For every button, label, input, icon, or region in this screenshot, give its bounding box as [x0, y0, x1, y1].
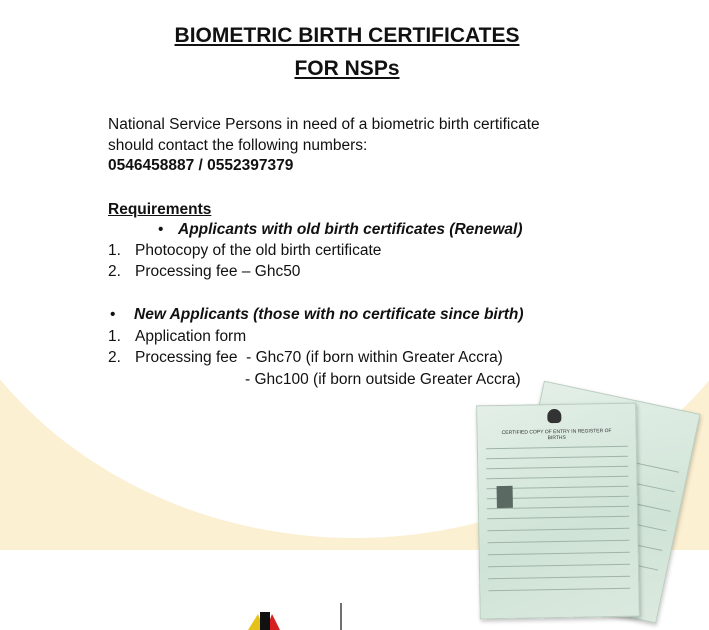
bullet: • [158, 221, 164, 238]
list-item: Processing fee - Ghc70 (if born within Greater Accra) [135, 349, 503, 366]
list-number: 2. [108, 263, 121, 280]
intro-text-line1: National Service Persons in need of a biometric birth certificate [108, 116, 540, 133]
photo-thumbnail [497, 486, 513, 508]
certificate-heading: CERTIFIED COPY OF ENTRY IN REGISTER OF BIRTHS [501, 428, 612, 442]
page-title-line2: FOR NSPs [294, 57, 400, 80]
phone-numbers: 0546458887 / 0552397379 [108, 157, 294, 174]
birth-certificate-front-image [476, 403, 640, 620]
bullet: • [110, 306, 116, 323]
coat-of-arms-icon [547, 409, 561, 423]
list-item-extra-fee: - Ghc100 (if born outside Greater Accra) [245, 371, 521, 388]
renewal-heading: Applicants with old birth certificates (Renewal) [178, 221, 523, 238]
intro-text-line2: should contact the following numbers: [108, 137, 368, 154]
requirements-heading: Requirements [108, 201, 212, 218]
list-number: 1. [108, 242, 121, 259]
list-number: 1. [108, 328, 121, 345]
emblem-logo [240, 600, 350, 630]
list-item: Processing fee – Ghc50 [135, 263, 301, 280]
page-title-line1: BIOMETRIC BIRTH CERTIFICATES [174, 24, 520, 47]
list-number: 2. [108, 349, 121, 366]
list-item: Application form [135, 328, 247, 345]
new-applicants-heading: New Applicants (those with no certificate since birth) [134, 306, 524, 323]
list-item: Photocopy of the old birth certificate [135, 242, 382, 259]
